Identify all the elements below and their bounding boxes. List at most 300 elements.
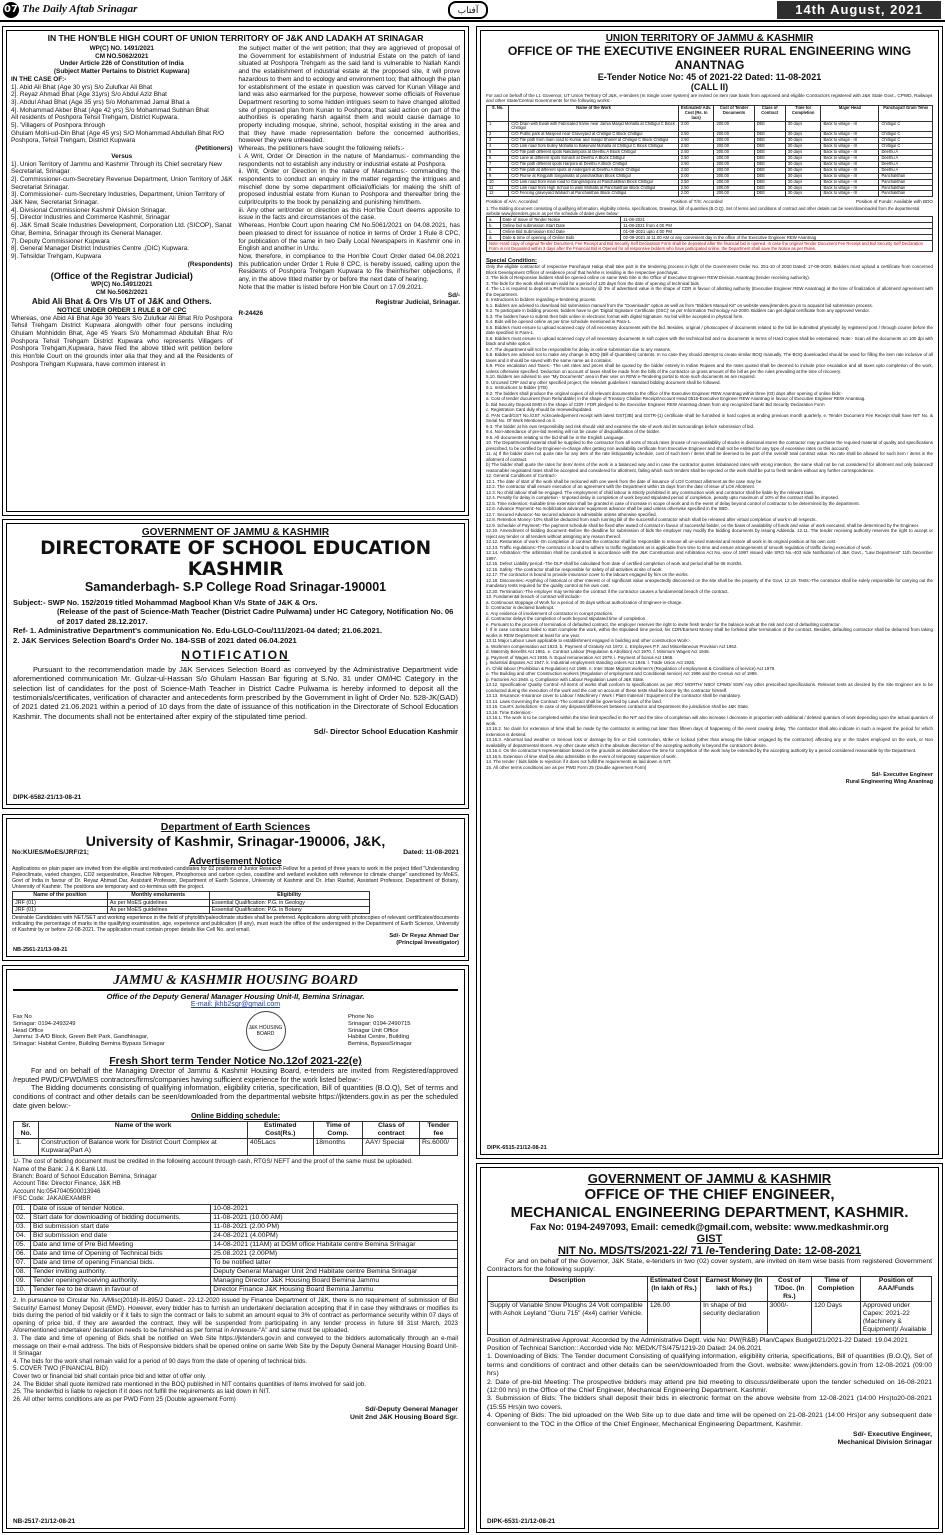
clause-item: 11. a) If the bidder does not quote rate for any item of the rate list/quantity schedule, cost of such item / items shall be deemed to be part of the overall/ total contract value. No rate shall be allowed for such item / items in the allotment of contract. bbox=[486, 451, 933, 462]
earth-header-cell: Monthly emoluments bbox=[107, 892, 209, 899]
works-row-cell: C/O Tile path different spots Harpora at Deethu A Block Chittigul bbox=[509, 161, 678, 167]
works-row-cell: Chittigul C bbox=[879, 138, 933, 144]
housing-title: JAMMU & KASHMIR HOUSING BOARD bbox=[13, 972, 458, 991]
mech-header-cell: Cost of T/Doc. (In Rs.) bbox=[767, 1277, 811, 1302]
schedule-row-cell: 09. bbox=[14, 1277, 31, 1286]
works-row-cell: 200.00 bbox=[714, 155, 754, 161]
works-header-cell: Cost of Tender Documents bbox=[714, 105, 754, 121]
fax-line: Srinagar: 0194-2493249 bbox=[13, 1020, 76, 1027]
works-row-cell: 5 bbox=[487, 150, 509, 156]
school-gov: GOVERNMENT OF JAMMU & KASHMIR bbox=[141, 527, 330, 538]
schedule-row-cell: 14-08-2021 (11AM) at DGM office Habitate centre Bemina Srinagar bbox=[211, 1241, 458, 1250]
position-item: Position of A/A: Accorded bbox=[486, 199, 538, 205]
schedule-row-cell: 08. bbox=[14, 1268, 31, 1277]
housing-phone-block bbox=[348, 1014, 458, 1048]
clause-item: 12.20. Termination:-The employer may terminate the contract if the contractor causes a fundamental breach of the contract. bbox=[486, 588, 729, 594]
schedule-row-cell: Director Finance J&K Housing Board Bemina Jammu bbox=[211, 1286, 458, 1295]
mech-contact: Fax No: 0194-2497093, Email: cemedk@gmail.com, website: www.medkashmir.org bbox=[530, 1222, 889, 1232]
works-row-cell: C/O Link road from bulley Mohalla to Bakerwal Mohalla at Chittigul C Block Chittigul bbox=[509, 144, 678, 150]
earth-ad-head: Advertisement Notice bbox=[189, 856, 282, 866]
schedule-row-cell: Tender opening/receiving authority. bbox=[31, 1277, 211, 1286]
schedule-row-cell: Date and time of Opening of Technical bids bbox=[31, 1250, 211, 1259]
works-row-cell: 200.00 bbox=[714, 161, 754, 167]
works-row-cell: C/O Tile path different spots Nakdampora at Deethu A Block Chittigul bbox=[509, 150, 678, 156]
rural-dates-table bbox=[486, 216, 933, 241]
clause-item: f. If in case contractor failed to start /complete the work, within the stipulated time period, his CDR/Earnest Money shall be forfeited after termination of the contract. Besides, defaulting contractor shall be debarred from taking works in REW Department at least for one year. bbox=[486, 627, 933, 638]
mechanical-engineering-notice bbox=[476, 1163, 943, 1533]
works-row-cell: 200.00 bbox=[714, 179, 754, 185]
work-header-cell: Name of the work bbox=[39, 1121, 248, 1138]
works-row-cell: 30 days bbox=[785, 179, 821, 185]
court-notice bbox=[2, 26, 469, 516]
earth-table bbox=[12, 891, 370, 914]
mech-cell: In shape of bid security declaration bbox=[701, 1302, 768, 1335]
court-right-column bbox=[239, 45, 461, 368]
position-line: Position of Administrative Approval: Accorded by the Administrative Deptt. vide No: PW(R&B) Plan/Capex Budget/21/2021-22 Dated: 19.04.2021 bbox=[487, 1337, 908, 1345]
housing-intro: For and on behalf of the Managing Director of Jammu & Kashmir Housing Board, e-tenders are invited from Registered/approved /reputed PWD/CPWD/MES contractors/firms/companies having sufficient experience for the work listed below:- bbox=[13, 1067, 458, 1084]
schedule-row-cell: To be notified latter bbox=[211, 1259, 458, 1268]
schedule-row bbox=[14, 1250, 458, 1259]
clause-item: 5.1. Bidders are advised to download bid submission manual from the "Downloads" option as well as from "Bidders Manual Kit" on website www.jktenders.gov.in to acquaint bid submission process. bbox=[486, 302, 873, 308]
earth-table-row bbox=[13, 899, 370, 906]
works-row-cell: DEE bbox=[754, 161, 785, 167]
dates-row-cell: a. bbox=[487, 216, 501, 222]
case-repeat-line: CM No.5062/2021 bbox=[95, 289, 148, 297]
mech-signature bbox=[487, 1431, 932, 1447]
signature-line: Unit 2nd J&K Housing Board Sgr. bbox=[350, 1414, 458, 1422]
works-row-cell: Back to village - III bbox=[821, 179, 879, 185]
schedule-head: Online Bidding schedule: bbox=[190, 1110, 281, 1120]
court-paragraph: ii. Writ, Order or Direction in the nature of Mandamus:- commanding the respondents to conduct an enquiry in the matter regarding the intrigues and mischief done by some department official/officials for making the shift of proposed industrial estate from Kunan to Poshpora and thereafter bring the culprit/culprits to the book by penalizing and punishing him/them. bbox=[238, 168, 460, 207]
respondent-item: 9]. Tehsildar Trehgam, Kupwara bbox=[11, 252, 102, 260]
works-row-cell: DEE bbox=[754, 185, 785, 191]
works-row-cell: 200.00 bbox=[714, 121, 754, 132]
dates-row bbox=[487, 234, 933, 240]
petitioner-item: 2]. Reyaz Ahmad Bhat (Age 31yrs) S/o Abdul Aziz Bhat bbox=[11, 91, 167, 99]
school-ref: DIPK-6582-21/13-08-21 bbox=[13, 794, 82, 801]
works-row-cell: 4 bbox=[487, 144, 509, 150]
case-line: CM NO.5062/2021 bbox=[95, 52, 149, 60]
mech-points bbox=[487, 1353, 932, 1429]
clause-item: 13.16.2. No claim for extension of time shall be made by the contractor in writing not later than fifteen days of happening of the event causing delay. The contractor shall also indicate in such a request the period for which extension is desired. bbox=[486, 726, 933, 737]
point-item: 2. Date of pre-bid Meeting: The prospective bidders may attend pre bid meeting to discuss/deliberate upon the tender scheduled on 16-08-2021 (12:00 hrs) in the Office of the Chief Engineer, Mechanical Engineering Department. Kashmir. bbox=[487, 1378, 932, 1395]
works-row-cell: Back to village - III bbox=[821, 132, 879, 138]
clause-item: a. Continuous stoppage of Work for a period of 30 days without authorization of Engineer-in-charge. bbox=[486, 599, 683, 605]
newspaper-header bbox=[0, 0, 945, 22]
petitioners-label: (Petitioners) bbox=[195, 145, 233, 153]
works-row-cell: 2.50 bbox=[678, 138, 714, 144]
petitioners-list bbox=[11, 84, 233, 146]
respondent-item: 5]. Director Industries and Commerce Kashmir, Srinagar bbox=[11, 214, 170, 222]
clause-item: d. Contractor delays the completion of work beyond stipulated time of completion. bbox=[486, 616, 647, 622]
works-row-cell: Chittigul C bbox=[879, 144, 933, 150]
clause-item: 15. All other terms conditions are as per PWD Form 25 (Double agreement Form) bbox=[486, 764, 647, 770]
clause-item: 12.16. Safety:-The contractor shall be responsible for safety of all activities at site of work. bbox=[486, 566, 663, 572]
works-row-cell: DEE bbox=[754, 191, 785, 197]
works-row-cell: Chittigul C bbox=[879, 132, 933, 138]
works-row-cell: 2.50 bbox=[678, 150, 714, 156]
special-condition-head: Special Condition: bbox=[486, 257, 537, 264]
court-paragraph: Note that the matter is listed before Hon'ble Court on 17.09.2021. bbox=[238, 283, 424, 291]
works-row-cell: 11 bbox=[487, 185, 509, 191]
works-row-cell: DEE bbox=[754, 144, 785, 150]
works-header-cell: Panchayat/ Gram Tehsi bbox=[879, 105, 933, 121]
work-header-cell: Sr. No. bbox=[14, 1121, 39, 1138]
works-row-cell: 2.50 bbox=[678, 161, 714, 167]
works-row-cell: 30 days bbox=[785, 121, 821, 132]
earth-dated: Dated: 11-08-2021 bbox=[403, 849, 459, 856]
cost-note-line: Account No:0547040500013946 bbox=[13, 1187, 101, 1195]
mech-gov: GOVERNMENT OF JAMMU & KASHMIR bbox=[587, 1171, 832, 1186]
work-cell: Construction of Balance work for District Court Complex at Kupwara(Part A) bbox=[39, 1138, 248, 1155]
works-row-cell: 10 bbox=[487, 179, 509, 185]
works-row-cell: C/O Link road from High School to wani Mohalla at Panchakthan Block Chittigul bbox=[509, 185, 678, 191]
schedule-row-cell: 04. bbox=[14, 1232, 31, 1241]
works-row-cell: Back to village - III bbox=[821, 121, 879, 132]
point-item: 1. Downloading of Bids: The Tender document Consisting of qualifying information, eligibility criteria, specifications, Bill of quantities (B.O.Q), Set of terms and conditions of contract and other details can be seen/downloaded from the Govt. website: www.jktenders.gov.in from 12-08-2021 (09:00 hrs) bbox=[487, 1353, 932, 1378]
condition-item: 26. All other terms conditions are as per PWD Form 25 (Double agreement Form) bbox=[13, 1395, 236, 1403]
court-title: IN THE HON'BLE HIGH COURT OF UNION TERRITORY OF J&K AND LADAKH AT SRINAGAR bbox=[47, 33, 424, 43]
clause-item: o. The Building and other Construction workers (Regulation of employment and Conditional service) Act 1996 and the Census Act of 1996. bbox=[486, 671, 758, 677]
schedule-row bbox=[14, 1277, 458, 1286]
earth-header-cell: Eligibility bbox=[209, 892, 369, 899]
works-header-cell: Time for Completion bbox=[785, 105, 821, 121]
phone-line: Srinagar: 0194-2490715 bbox=[348, 1020, 411, 1027]
mech-cell: Approved under Capex: 2021-22 (Machinery & Equipment)/ Available bbox=[860, 1302, 931, 1335]
clause-item: d. PAN Card/GST No./GST Acknowledgement receipt with latest GST(3B) and GSTR-(1) certificate shall be furnished in hard copies at ending previous month quarterly. e. Tender Document Fee Receipt shall have NIT No. & Serial No. Of Work Mentioned on it. bbox=[486, 412, 933, 424]
mech-position-lines bbox=[487, 1337, 932, 1353]
earth-table-row-cell: JRF (01) bbox=[13, 899, 108, 906]
clause-item: 13.14. Laws Governing the Contract:-The contract shall be governed by Laws of the land. bbox=[486, 698, 663, 704]
dates-row-cell: Date & time of opening of Online Bids bbox=[500, 234, 621, 240]
schedule-row-cell: 05. bbox=[14, 1241, 31, 1250]
dates-row-cell: c. bbox=[487, 228, 501, 234]
works-row-cell: 9 bbox=[487, 173, 509, 179]
works-row-cell: 2 bbox=[487, 132, 509, 138]
dates-row-cell: 01-09-2021 upto 4:00 PM bbox=[621, 228, 933, 234]
works-row-cell: Panchakthan bbox=[879, 173, 933, 179]
works-row-cell: 200.00 bbox=[714, 191, 754, 197]
school-signature: Sd/- Director School Education Kashmir bbox=[313, 726, 458, 736]
respondent-item: 2]. Commissioner-cum-Secretary Revenue Department, Union Territory of J&K Secretariat Srinagar. bbox=[11, 175, 233, 191]
petitioner-item: Ghulam Mohi-ud-Din Bhat (Age 45 yrs) S/O Mohammad Abdullah Bhat R/O Poshpora, Tehsil Trehgam, District Kupwara bbox=[11, 129, 225, 145]
in-case-label: IN THE CASE OF:- bbox=[11, 75, 67, 83]
works-row-cell: Deethu A bbox=[879, 161, 933, 167]
court-paragraph: Whereas, the petitioners have sought the following reliefs:- bbox=[238, 145, 405, 153]
school-body: Pursuant to the recommendation made by J&K Services Selection Board as conveyed by the Administrative Department vide aforementioned communication Mr. Gulzar-ul-Hassan S/o Ghulam Hassan Bar figuring at S.No. 31 under OM/HC Category in the selection list of candidates for the post of Science-Math Teacher in District Cadre Pulwama is hereby informed to deposit all the testimonials/certificates, verification of character and antecedents form prescribed by the Government in light of Order No. 528-JK(GAD) of 2021 dated 21.06.2021 within a period of 10 days from the date of issuance of this notification in the Directorate of School Education Kashmir. The documents shall not be entertained after expiry of the stipulated time period. bbox=[13, 665, 458, 721]
rural-notice-no: E-Tender Notice No: 45 of 2021-22 Dated: 11-08-2021 bbox=[597, 72, 822, 82]
phone-line: Habitat Centre, Building bbox=[348, 1034, 410, 1041]
clause-item: 5.6. Bidders must ensure to upload scanned copy of all necessary documents in soft copies with the technical bid and no documents in terms of Hard Copies shall be entertained. Note:- Scan all the documents on 100 dpi with black and white option. bbox=[486, 335, 933, 347]
clause-item: 13.11 Major Labour Laws applicable to establishment engaged in building and other construction Work:- bbox=[486, 638, 691, 644]
notice-head: NOTICE UNDER ORDER 1 RULE 8 OF CPC bbox=[57, 306, 187, 314]
works-row-cell: Back to village - III bbox=[821, 155, 879, 161]
respondents-label: (Respondents) bbox=[187, 260, 233, 268]
clause-item: 9.2. The bidders shall produce the original copies of all relevant documents to the office of the Executive Engineer REW Anantnag within three (03) days after opening of online bids:- bbox=[486, 390, 843, 396]
mech-cell: Supply of Variable Snow Ploughs 24 Volt compatible with Ashok Leyland "Guru 715" (4x4) carrier Vehicle. bbox=[488, 1302, 648, 1335]
notice-body: Whereas, one Abid Ali Bhat Age 30 Years S/o Zulufkar Ali Bhat R/o Poshpora Tehsil Trehgam District Kupwara alongwith other four persons including Ghulam Mohhiddin Bhat, Age 45 Years S/o Mohammad Abdullah Bhat R/o Poshpora Tehsil Trehgam District Kupwara who represents Villagers of Poshpora Trehgam,Kupwara, have filed the above titled writ petition before this Hon'ble Court on the grounds inter alia that they and all the Residents of Poshpora Trehgam Kupwara, have common interest in bbox=[11, 314, 233, 368]
works-row-cell: DEE bbox=[754, 179, 785, 185]
cost-note-line: Branch: Board of School Education Bemina, Srinagar bbox=[13, 1172, 157, 1180]
school-subject: Subject:- SWP No. 152/2019 titled Mohammad Magbool Khan V/s State of J&K & Ors. bbox=[13, 598, 318, 607]
newspaper-name: The Daily Aftab Srinagar bbox=[22, 3, 138, 15]
earth-title: University of Kashmir, Srinagar-190006, J&K, bbox=[85, 833, 386, 849]
condition-item: 24. The Bidder shall quote itemized rate mentioned in the BOQ published in NIT contains quantities of items involved for said job. bbox=[13, 1380, 367, 1388]
dates-row-cell: d. bbox=[487, 234, 501, 240]
dates-row-cell: Online bid submission Start Date bbox=[500, 222, 621, 228]
dates-row-cell: b. bbox=[487, 222, 501, 228]
clause-item: d. Maternity Benefits Act 1951. e. Contract Labour (Regulation & Abolition) Act 1970. f. Minimum Wages Act 1948. bbox=[486, 649, 710, 655]
petitioner-item: 5]. 'Villagers of Poshpora through bbox=[11, 122, 106, 130]
works-row-cell: 2.50 bbox=[678, 179, 714, 185]
dates-row-cell: Date of Issue of Tender Notice bbox=[500, 216, 621, 222]
fax-line: Srinagar: Habitat Centre, Building Bemina Bypass Srinagar bbox=[13, 1041, 165, 1048]
works-row-cell: Back to village - III bbox=[821, 173, 879, 179]
school-address: Samanderbagh- S.P College Road Srinagar-190001 bbox=[84, 580, 387, 594]
clause-item: 13.16. Time Extension:- bbox=[486, 709, 533, 715]
housing-signature bbox=[13, 1406, 458, 1422]
earth-no: No:KU/ES/MoES/JRF/21; bbox=[12, 849, 89, 856]
works-header-cell: S. No. bbox=[487, 105, 509, 121]
works-row-cell: 7 bbox=[487, 161, 509, 167]
rural-red-note: Note:-Hard copy of original Tender Document, Fee Receipt and Bid Security Self Declaration Form shall be deposited after the financial bid is opened. In case the original Tender Document Fee Receipt and Bid Security Self Declaration Form is not Deposited within 3 days after the Financial Bid is Opened for all responsive bidders who have participated online, the Department shall save the Notice as per Rules. bbox=[486, 241, 933, 252]
rural-title: OFFICE OF THE EXECUTIVE ENGINEER RURAL ENGINEERING WING ANANTNAG bbox=[507, 44, 912, 72]
works-row-cell: DEE bbox=[754, 167, 785, 173]
school-ref-item: 2. J&K Services Selection Board's Order No. 184-SSB of 2021 dated 06.04.2021 bbox=[13, 635, 297, 645]
housing-intro2: The Bidding documents consisting of qualifying information, eligibility criteria, specification, Bill of quantities (B.O.Q), Set of terms and conditions of contract and other details can be seen/downloaded from the departmental website https://jktenders.gov.in as per the scheduled date given below:- bbox=[13, 1084, 458, 1110]
works-row-cell: 30 days bbox=[785, 150, 821, 156]
clause-item: m. Child labour (Prohibition & Regulation) Act 1986. n. Inter State Migrant workmen's (Regulation of employment & Conditions of service) Act 1979. bbox=[486, 665, 776, 671]
schedule-row-cell: 02. bbox=[14, 1214, 31, 1223]
schedule-row-cell: Date and time of opening Financial bids. bbox=[31, 1259, 211, 1268]
condition-item: 5. COVER TWO (FINANCIAL BID) bbox=[13, 1365, 108, 1373]
signature-line: Sd/- Executive Engineer bbox=[871, 772, 933, 779]
works-row-cell: DEE bbox=[754, 121, 785, 132]
rural-works-table bbox=[486, 105, 933, 198]
housing-cost-note bbox=[13, 1158, 458, 1202]
earth-science-notice bbox=[2, 814, 469, 961]
schedule-row bbox=[14, 1268, 458, 1277]
works-row-cell: 2.50 bbox=[678, 132, 714, 138]
work-cell: 18months bbox=[313, 1138, 363, 1155]
works-row-cell: Back to village - III bbox=[821, 161, 879, 167]
schedule-row-cell: 10. bbox=[14, 1286, 31, 1295]
position-item: Position of T/S: Accorded bbox=[671, 199, 723, 205]
clause-item: 10. The Departmental material shall be supplied to the contractor from all sorts of Stock rates (Incase of non-availability of stocks in divisional stores the contractor may purchase the required material of quality and specifications prescribed, to be certified by Engineer-in-charge after getting non availability certificate from Executive Engineer and shall not be entitled for any type of excessive rates on this account) bbox=[486, 440, 933, 451]
case-repeat-line: WP(C) No.1491/2021 bbox=[91, 281, 153, 289]
phone-line: Bemina, BypassSrinagar bbox=[348, 1041, 412, 1048]
school-title: DIRECTORATE OF SCHOOL EDUCATION KASHMIR bbox=[40, 538, 431, 580]
works-header-cell: Major Head bbox=[821, 105, 879, 121]
court-paragraph: the subject matter of the writ petition; that they are aggrieved of proposal of the Government for establishment of Industrial Estate on the patch of land situated at Poshpora Trehgam as the said land is vulnerable to Nallah Kandi and the establishment of industrial estate at the proposed site, it will prove hazardous to them and to ecology and environment too; that although the plan for establishment of the estate in question was carved for Kunan Village and land was also earmarked for the purpose, however some officials of Revenue Department resorting to some hidden intrigues seem to have changed allotted site of proposed plan from Kunan to Poshpora; that said action on part of the authorities is operating harsh against them and would cause damage to property including mosque, shrine, school, hospital existing in the area and that they have made representation before the concerned authorities, however they were unheeded. bbox=[238, 45, 460, 145]
earth-table-row-cell: As per MoES guidelines bbox=[107, 906, 209, 913]
mech-header-cell: Description bbox=[488, 1277, 648, 1302]
schedule-row-cell: Date and time of Pre Bid Meeting bbox=[31, 1241, 211, 1250]
clause-item: 3. The bids for the work shall remain valid for a period of 120 days from the date of opening of technical bids bbox=[486, 280, 699, 286]
schedule-row-cell: Managing Director J&K Housing Board Bemina Jammu bbox=[211, 1277, 458, 1286]
works-row-cell: 2.50 bbox=[678, 155, 714, 161]
works-row-cell: DEE bbox=[754, 150, 785, 156]
clause-item: 12.9. Schedule of Payment:-The payment schedule shall be fixed after award of contract in favour of successful bidder, on the basis of availability of funds and value of work executed, shall be determined by the Engineer. bbox=[486, 522, 920, 528]
condition-item: 25. The tender/bid is liable to rejection if it does not fulfill the requirements as laid down in NIT. bbox=[13, 1388, 271, 1396]
earth-body: Applications on plain paper are invited from the eligible and motivated candidates for 02 positions of Junior Research Fellow for a period of three years to work in the project titled "Understanding Paleoclimate, varied changes, CO2 sequestration, Reactive Nitrogen, Phosphorous and carbon cycles, coastline and wetland evolution with reference to climate change" sanctioned by MoES, Govt of India in favour of Dr. Reyaz Ahmad Dar, Assistant Professor, Department of Earth Science, University of Kashmir and Dr. Irfan Rashid, Assistant Professor, Department of Botany, University of Kashmir. The positions are temporary and co-terminus with the project. bbox=[12, 866, 459, 891]
clause-item: a. Cost of tender document (Non Refundable) in the shape of Treasury Challan Receipt/Account Head 0515-Executive Engineer REW Anantnag in favour of Executive Engineer REW Anantnag. bbox=[486, 396, 866, 402]
housing-office: Office of the Deputy General Manager Housing Unit-II, Bemina Srinagar. bbox=[106, 992, 365, 1001]
works-row-cell: 200.00 bbox=[714, 167, 754, 173]
clause-item: 5.9. Price escalation and Taxes:- The unit rates and prices shall be quoted by the bidder entirely in Indian Rupees and the rates quoted shall be deemed to include price escalation and all taxes upto completion of the work, unless otherwise specified. Deduction on account of taxes shall be made from the bills of the contractor on gross amount of the bill as per the rules prevailing at the time of recovery. bbox=[486, 363, 933, 374]
clause-item: 9.3. The bidder at his own responsibility and risk should visit and examine the site of work and its surroundings before submission of bid. bbox=[486, 423, 755, 429]
clause-item: 5.3. The bidders have to submit their bids online in electronic format with digital Signature. No bid will be accepted in physical form. bbox=[486, 313, 744, 319]
mech-header-cell: Time of Completion bbox=[812, 1277, 861, 1302]
works-row-cell: Chittigul C bbox=[879, 121, 933, 132]
works-row-cell: Back to village - III bbox=[821, 144, 879, 150]
earth-ref: NB-2561-21/13-08-21 bbox=[13, 947, 68, 953]
works-row-cell: 30 days bbox=[785, 132, 821, 138]
clause-item: b. Bid Security Deposit EMD in the shape of CDR / FDR pledged to the Executive Engineer REW Anantnag drawn from any recognized bank/ Bid Security Declaration Form bbox=[486, 401, 825, 407]
works-row bbox=[487, 121, 933, 132]
work-cell: 1. bbox=[14, 1138, 39, 1155]
clause-item: 12.13. Traffic regulations:-The contractor is bound to adhere to traffic regulations as is applicable from time to time and ensure arrangements of smooth regulation of traffic during execution of work. bbox=[486, 544, 872, 550]
court-ref: R-24426 bbox=[238, 309, 264, 317]
clause-item: 13.12. Specification/ Quality Control:-All items of works shall conform to specifications as per IRC/ MORTH/ NBO/ CPWD/ SSR/ Any other prescribed specifications. Relevant tests as directed by the Site Engineer are to be conducted during the execution of the work and the cost on account of these tests shall be borne by the contractor himself. bbox=[486, 682, 933, 693]
works-row-cell: 200.00 bbox=[714, 173, 754, 179]
rural-signature bbox=[486, 772, 933, 785]
clause-item: p. Factories Act 1948. q. Compliance with Labour Regulation Laws of J&K State. bbox=[486, 676, 645, 682]
condition-item: Cover two or financial bid shall contain price bid and letter of offer only. bbox=[13, 1373, 207, 1381]
earth-signature bbox=[12, 933, 459, 946]
schedule-row-cell: 06. bbox=[14, 1250, 31, 1259]
works-row-cell: 200.00 bbox=[714, 185, 754, 191]
clause-item: 12.3. No child labour shall be engaged. The employment of child labour is strictly prohibited in any construction work and contractor shall be liable by the relevant laws. bbox=[486, 489, 815, 495]
court-left-column bbox=[11, 45, 233, 368]
works-row-cell: 200.00 bbox=[714, 150, 754, 156]
case-line: WP(C) NO. 1491/2021 bbox=[89, 45, 154, 52]
works-row-cell: Deethu A bbox=[879, 150, 933, 156]
schedule-row bbox=[14, 1286, 458, 1295]
housing-emblem: J&K HOUSING BOARD bbox=[246, 1011, 286, 1051]
fax-line: Jammu: 3-A/D Block, Green Belt Park, Gandhinagar, bbox=[13, 1034, 149, 1041]
clause-item: 5.8. Bidders are advised not to make any change in BOQ (Bill of Quantities) contents. In no case they should attempt to create similar BOQ manually. The BOQ downloaded should be used for filling the item rate inclusive of all taxes and it should be saved with the same name as it contains. bbox=[486, 352, 933, 363]
phone-line: Phone No bbox=[348, 1014, 374, 1020]
works-row-cell: C/O Fencing graveyard Wahach at Panchakthan Block Chittigul bbox=[509, 191, 678, 197]
clause-item: 5.10. Bidders are advised to use "My Documents" area in their user on REW e-Tendering portal to store such documents as are required. bbox=[486, 374, 756, 380]
housing-schedule-table bbox=[13, 1204, 458, 1295]
schedule-row bbox=[14, 1241, 458, 1250]
earth-table-row bbox=[13, 906, 370, 913]
works-row-cell: C/O Drain with Ewall with Fabricated frame near Jamia Masjid Mohalla at Chittigul C Block Chittigul bbox=[509, 121, 678, 132]
respondent-item: 7]. Deputy Commissioner Kupwara bbox=[11, 237, 110, 245]
position-item: Position of Funds: Available with BDO bbox=[855, 199, 933, 205]
work-cell: AAY/ Special bbox=[363, 1138, 420, 1155]
schedule-row bbox=[14, 1223, 458, 1232]
rural-dates-intro: 1. The Bidding document consisting of qualifying information, eligibility criteria, specifications, Drawings, bill of quantities (B.O.Q), Set of terms and conditions of contract and other details can be seen/downloaded from the departmental website www.jktenders.gov.in as per the schedule of dates given below: bbox=[486, 205, 920, 216]
housing-email[interactable]: E-mail: jkhb2sgr@gmail.com bbox=[190, 1001, 281, 1008]
earth-table-row-cell: Essential Qualification: P.G. in Botany bbox=[209, 906, 369, 913]
schedule-row-cell: 01. bbox=[14, 1205, 31, 1214]
mech-cell: 126.00 bbox=[647, 1302, 700, 1335]
fax-line: Fax No bbox=[13, 1014, 32, 1020]
clause-item: 12.12. Restoration of work:-On completion of contract the contractor shall be responsible to remove all un-used material and restore all work in its original position at his own cost. bbox=[486, 539, 837, 545]
housing-conditions bbox=[13, 1297, 458, 1403]
work-header-cell: Estimated Cost(Rs.) bbox=[247, 1121, 313, 1138]
mech-cell: 120 Days bbox=[812, 1302, 861, 1335]
clause-item: 9. Uncosed CRF and any other specified project, the relevant guidelines / standard bidding document shall be followed. bbox=[486, 379, 721, 385]
rural-intro: For and on behalf of the Lt. Governor, UT Union Territory Of J&K, e-tenders (In Single cover system) are invited on item rate basis from approved and eligible Contractors registered with J&K State Govt., CPWD, Railways and other State/Central Governments for the following works:- bbox=[486, 93, 933, 104]
schedule-row-cell: 03. bbox=[14, 1223, 31, 1232]
works-row-cell: 200.00 bbox=[714, 132, 754, 138]
registrar-signature bbox=[239, 292, 461, 307]
schedule-row-cell: 25.08.2021 (2.00PM) bbox=[211, 1250, 458, 1259]
clause-item: 13.16.3. Abnormal bad weather or Serious loss or damage by fire or Civil commotion, strike or lockout (other than among the labour engaged by the contractor) affecting any or the trades employed on the work, or Non availability of departmental stores. Any other cause which in the absolute discretion of the accepting authority is beyond the contractor's desire. bbox=[486, 737, 933, 748]
works-row-cell: Panchakthan bbox=[879, 179, 933, 185]
works-row-cell: Back to village - III bbox=[821, 185, 879, 191]
petitioner-item: 3]. Abdul Ahad Bhat (Age 35 yrs) S/o Mohammad Jamal Bhat a bbox=[11, 98, 190, 106]
works-row-cell: 2.50 bbox=[678, 144, 714, 150]
works-row-cell: 12 bbox=[487, 191, 509, 197]
clause-item: 5.7. The department will not be responsible for delay in online submission due to any reasons. bbox=[486, 346, 672, 352]
works-row-cell: DEE bbox=[754, 173, 785, 179]
clause-item: 12.15. Defect Liability period:-The DLP shall be calculated from date of certified completion of work and period shall be 06 months. bbox=[486, 561, 743, 567]
clause-item: a. Workmen compensation act 1923. b. Payment of Gratuity Act 1972. c. Employees P.F. and Miscellaneous Provision Act 1952. bbox=[486, 643, 738, 649]
works-row-cell: C/O Tile path from main road to Kumar and masjid Sharief at Chittigul C Block Chittigul bbox=[509, 138, 678, 144]
schedule-row-cell: Bid submission end date bbox=[31, 1232, 211, 1241]
petitioner-item: 1]. Abid Ali Bhat (Age 30 yrs) S/o Zulufkar Ali Bhat bbox=[11, 83, 153, 91]
signature-line: Mechanical Division Srinagar bbox=[837, 1439, 932, 1447]
court-paragraphs bbox=[239, 45, 461, 292]
clause-item: 12.14. Arbitration:-The arbitration shall be conducted in accordance with the J&K Construction and Arbitration Act No.-xxxv of 1997 issued vide SRO No.-403 vide Notification of J&K Govt., "Law Department" 11th December 1997. bbox=[486, 550, 933, 561]
works-row-cell: 3 bbox=[487, 138, 509, 144]
schedule-row bbox=[14, 1214, 458, 1223]
works-row-cell: C/O Flume at Ringpath Singamalla at panchakthan Block Chittigul bbox=[509, 173, 678, 179]
works-row-cell: Back to village - III bbox=[821, 138, 879, 144]
mech-office: OFFICE OF THE CHIEF ENGINEER, bbox=[584, 1186, 835, 1203]
case-parties: Abid Ali Bhat & Ors V/s UT of J&K and Others. bbox=[31, 296, 212, 306]
clause-item: 12.10. Amendment of bidding document:-Before the deadline for submission of bids the employer may modify the bidding documents by issuing Addenda. 12.11. The tender receiving authority reserves the right to accept or reject any tender or all tenders without assigning any reason thereof. bbox=[486, 528, 933, 539]
case-repeat bbox=[11, 281, 233, 296]
issue-date: 14th August, 2021 bbox=[777, 1, 941, 19]
works-row-cell: 30 days bbox=[785, 191, 821, 197]
court-paragraph: i. A Writ, Order Or Direction in the nature of Mandamus:- commanding the respondents not to establish any industry or industrial estate at Poshpora. bbox=[238, 152, 460, 168]
school-refs bbox=[13, 626, 458, 645]
respondents-list bbox=[11, 161, 233, 261]
clause-item: 5.4. Bids will be opened online as per time schedule mentioned in Para-1. bbox=[486, 319, 632, 325]
schedule-row bbox=[14, 1205, 458, 1214]
clause-item: 13.13. Insurance:-Insurance cover to Labour / Machinery / Work / Plant material / Equipment of the contractor shall be mandatory. bbox=[486, 693, 742, 699]
works-row-cell: 30 days bbox=[785, 167, 821, 173]
court-paragraph: Whereas, Hon'ble Court upon hearing CM No.5061/2021 on 04.08.2021, has been pleased to direct for issuance of notice in terms of Order 1 Rule 8 CPC, for publication of the same in two Daily Local Newspapers in Kashmir one in English and another in Urdu. bbox=[238, 222, 460, 253]
respondent-item: 1]. Union Territory of Jammu and Kashmir Through its Chief secretary New Secretariat, Srinagar bbox=[11, 160, 222, 176]
school-ref-item: Ref- 1. Administrative Department's communication No. Edu-LGLO-Cou/111/2021-04 dated; 21.06.2021. bbox=[13, 626, 383, 636]
works-row-cell: 30 days bbox=[785, 185, 821, 191]
clause-item: j. Industrial disputes Act 1947. k. Industrial employment standing orders Act 1946. l. Trade Union Act 1926. bbox=[486, 660, 696, 666]
schedule-row-cell: Bid submission start date bbox=[31, 1223, 211, 1232]
clause-item: b) The bidder shall quote the rates for item/ items of the work in a balanced way and in case the contractor quotes imbalanced rates with wrong intention, the same shall not be not considered for allotment and only balanced/ reasonable/ negotiated rates shall be accepted and considered for allotment, failing which such tenders shall be rejected or the work shall be put to fresh tenders without any further correspondence. bbox=[486, 462, 933, 473]
mech-ref: DIPK-6531-21/12-08-21 bbox=[487, 1518, 556, 1525]
works-row-cell: 30 days bbox=[785, 144, 821, 150]
point-item: 4. Opening of Bids: The bid uploaded on the Web Site up to due date and time will be opened on 21-08-2021 (14:00 Hrs)or any subsequent date convenient to the TOC in the Office of the Chief Engineer, Mechanical Engineering Department, Kashmir. bbox=[487, 1412, 932, 1428]
clause-item: 13.16.5. Extension of time shall be also admissible in the event of temporary suspension of work. bbox=[486, 753, 677, 759]
earth-dept: Department of Earth Sciences bbox=[160, 821, 311, 833]
condition-item: 3. The date and time of opening of Bids shall be notified on Web Site https://jktenders.gov.in and conveyed to the bidders automatically through an e-mail message on their e-mail address. The bids of Responsive bidders shall be opened online on same Web Site by the Deputy General Manager Housing Board Unit-II Srinagar bbox=[13, 1335, 458, 1358]
works-row-cell: Back to village - III bbox=[821, 167, 879, 173]
clause-item: 13.16.1. The work is to be completed within the time limit specified in the NIT and the time of completion will also increase / decrease in proportion with additional / deleted quantum of work depending upon the actual quantum of work. bbox=[486, 715, 933, 726]
rural-ut: UNION TERRITORY OF JAMMU & KASHMIR bbox=[605, 33, 814, 44]
works-row-cell: 6 bbox=[487, 155, 509, 161]
dates-row-cell: 02-09-2021 at 11.00 AM or any convenient day in the office of the Executive Engineer REW Anantnag bbox=[621, 234, 933, 240]
mech-header-cell: Estimated Cost (In lakh of Rs.) bbox=[647, 1277, 700, 1302]
rural-ref: DIPK-6515-21/12-08-21 bbox=[487, 1145, 547, 1151]
clause-item: 13. Fundamental breach of contract will include:- bbox=[486, 594, 582, 600]
